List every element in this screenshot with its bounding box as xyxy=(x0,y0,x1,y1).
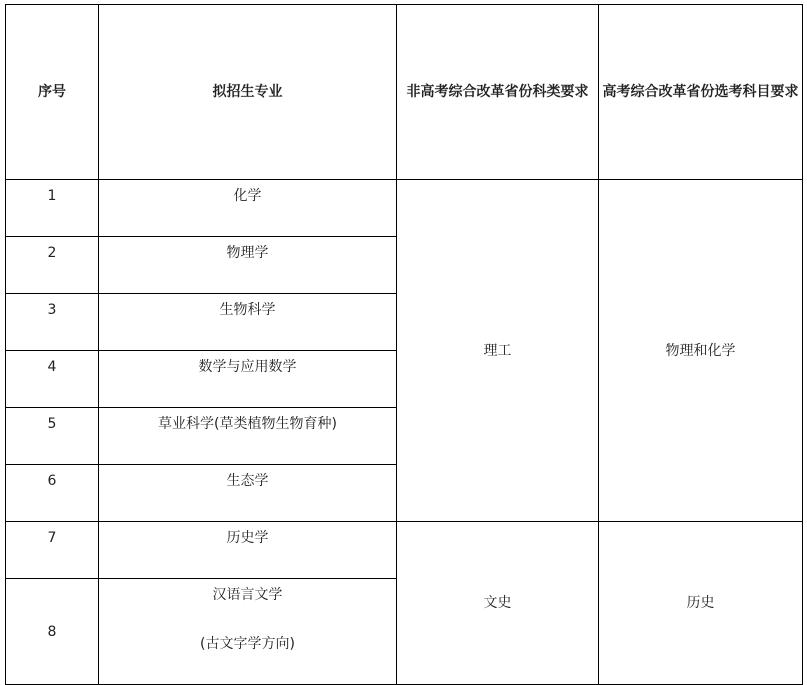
cell-major: 生物科学 xyxy=(99,294,397,351)
admissions-table xyxy=(5,4,803,685)
cell-major-note: (古文字学方向) xyxy=(200,636,295,652)
header-reform-requirement: 高考综合改革省份选考科目要求 xyxy=(599,5,803,180)
header-major: 拟招生专业 xyxy=(99,5,397,180)
table-row xyxy=(6,522,803,579)
cell-seq: 3 xyxy=(6,294,99,351)
cell-reform-group-science: 物理和化学 xyxy=(599,180,803,522)
cell-seq: 5 xyxy=(6,408,99,465)
table-row xyxy=(6,180,803,237)
header-seq: 序号 xyxy=(6,5,99,180)
cell-major: 数学与应用数学 xyxy=(99,351,397,408)
cell-seq: 2 xyxy=(6,237,99,294)
cell-major: 历史学 xyxy=(99,522,397,579)
header-row xyxy=(6,5,803,180)
cell-seq: 6 xyxy=(6,465,99,522)
header-non-reform-requirement: 非高考综合改革省份科类要求 xyxy=(397,5,599,180)
cell-seq: 8 xyxy=(6,579,99,685)
cell-reform-group-humanities: 历史 xyxy=(599,522,803,685)
cell-major: 草业科学(草类植物生物育种) xyxy=(99,408,397,465)
cell-major: 生态学 xyxy=(99,465,397,522)
cell-major-multiline xyxy=(99,579,397,685)
cell-major: 化学 xyxy=(99,180,397,237)
cell-non-reform-group-science: 理工 xyxy=(397,180,599,522)
cell-non-reform-group-humanities: 文史 xyxy=(397,522,599,685)
cell-major: 汉语言文学 xyxy=(212,587,283,603)
cell-seq: 1 xyxy=(6,180,99,237)
cell-major: 物理学 xyxy=(99,237,397,294)
cell-seq: 7 xyxy=(6,522,99,579)
cell-seq: 4 xyxy=(6,351,99,408)
